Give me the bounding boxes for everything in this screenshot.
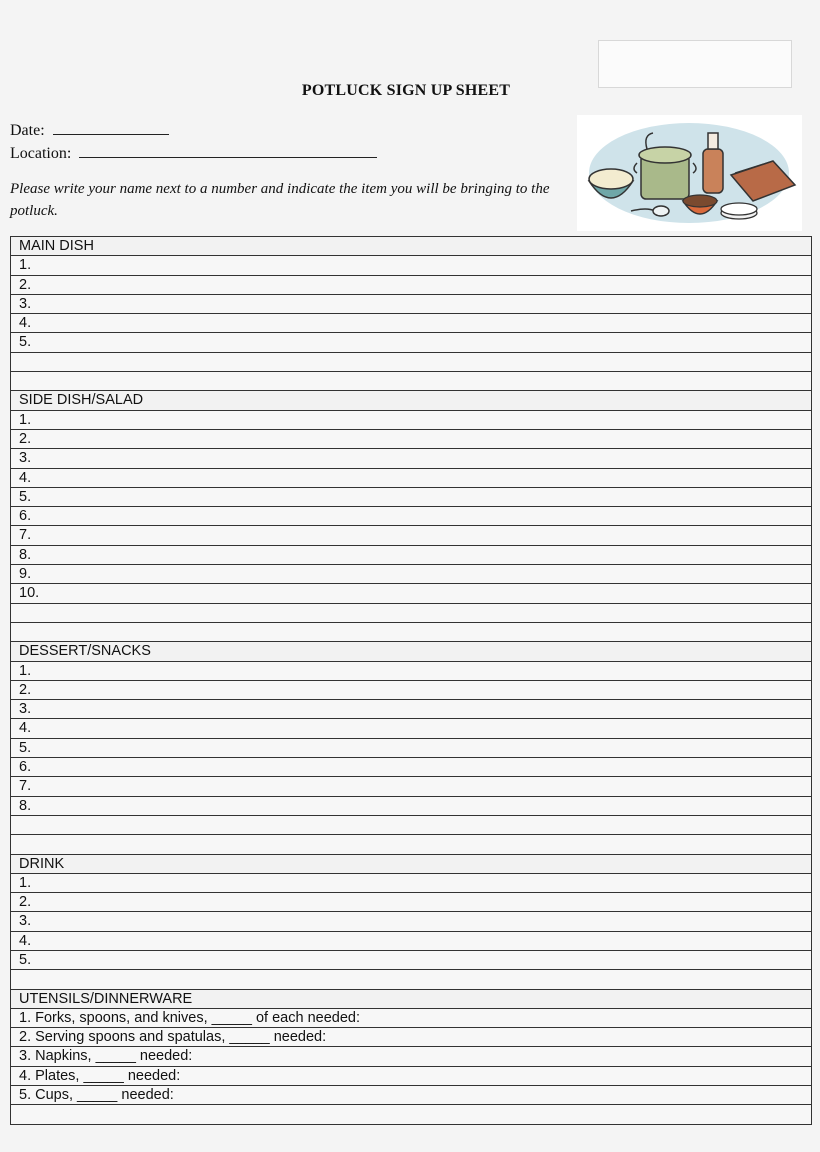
blank-row[interactable] [11, 372, 811, 391]
date-field [10, 120, 169, 140]
blank-row[interactable] [11, 604, 811, 623]
signup-row[interactable]: 8. [11, 797, 811, 816]
blank-row[interactable] [11, 816, 811, 835]
signup-row[interactable]: 3. [11, 700, 811, 719]
blank-row[interactable] [11, 835, 811, 854]
signup-row[interactable]: 10. [11, 584, 811, 603]
signup-row[interactable]: 5. [11, 333, 811, 352]
signup-row[interactable]: 1. [11, 411, 811, 430]
blank-box [598, 40, 792, 88]
signup-row[interactable]: 5. [11, 951, 811, 970]
potluck-food-icon [577, 115, 802, 231]
location-field [10, 143, 377, 163]
signup-row[interactable]: 2. Serving spoons and spatulas, _____ needed: [11, 1028, 811, 1047]
signup-row[interactable]: 3. [11, 449, 811, 468]
signup-row[interactable]: 1. [11, 874, 811, 893]
signup-row[interactable]: 7. [11, 526, 811, 545]
signup-row[interactable]: 3. [11, 295, 811, 314]
signup-row[interactable]: 2. [11, 893, 811, 912]
section-header: UTENSILS/DINNERWARE [11, 990, 811, 1009]
section-header: DESSERT/SNACKS [11, 642, 811, 661]
signup-row[interactable]: 3. [11, 912, 811, 931]
date-blank[interactable] [53, 120, 169, 135]
signup-row[interactable]: 4. Plates, _____ needed: [11, 1067, 811, 1086]
signup-row[interactable]: 5. [11, 739, 811, 758]
signup-row[interactable]: 8. [11, 546, 811, 565]
location-blank[interactable] [79, 143, 377, 158]
signup-row[interactable]: 9. [11, 565, 811, 584]
instructions: Please write your name next to a number and indicate the item you will be bringing to the potluck. [10, 181, 550, 219]
signup-row[interactable]: 4. [11, 314, 811, 333]
signup-row[interactable]: 1. [11, 256, 811, 275]
signup-row[interactable]: 2. [11, 681, 811, 700]
signup-row[interactable]: 2. [11, 430, 811, 449]
potluck-food-illustration [577, 115, 802, 231]
signup-row[interactable]: 3. Napkins, _____ needed: [11, 1047, 811, 1066]
date-label: Date: [10, 122, 45, 139]
signup-row[interactable]: 6. [11, 758, 811, 777]
blank-row[interactable] [11, 353, 811, 372]
section-header: SIDE DISH/SALAD [11, 391, 811, 410]
signup-row[interactable]: 5. Cups, _____ needed: [11, 1086, 811, 1105]
blank-row[interactable] [11, 1105, 811, 1124]
blank-row[interactable] [11, 970, 811, 989]
section-header: DRINK [11, 855, 811, 874]
blank-row[interactable] [11, 623, 811, 642]
page-title: POTLUCK SIGN UP SHEET [301, 82, 511, 99]
signup-row[interactable]: 6. [11, 507, 811, 526]
signup-row[interactable]: 4. [11, 719, 811, 738]
signup-row[interactable]: 4. [11, 932, 811, 951]
signup-row[interactable]: 1. Forks, spoons, and knives, _____ of each needed: [11, 1009, 811, 1028]
signup-row[interactable]: 5. [11, 488, 811, 507]
signup-row[interactable]: 7. [11, 777, 811, 796]
section-header: MAIN DISH [11, 237, 811, 256]
signup-row[interactable]: 1. [11, 662, 811, 681]
signup-table [10, 236, 812, 1125]
location-label: Location: [10, 145, 72, 162]
signup-row[interactable]: 4. [11, 469, 811, 488]
signup-row[interactable]: 2. [11, 276, 811, 295]
